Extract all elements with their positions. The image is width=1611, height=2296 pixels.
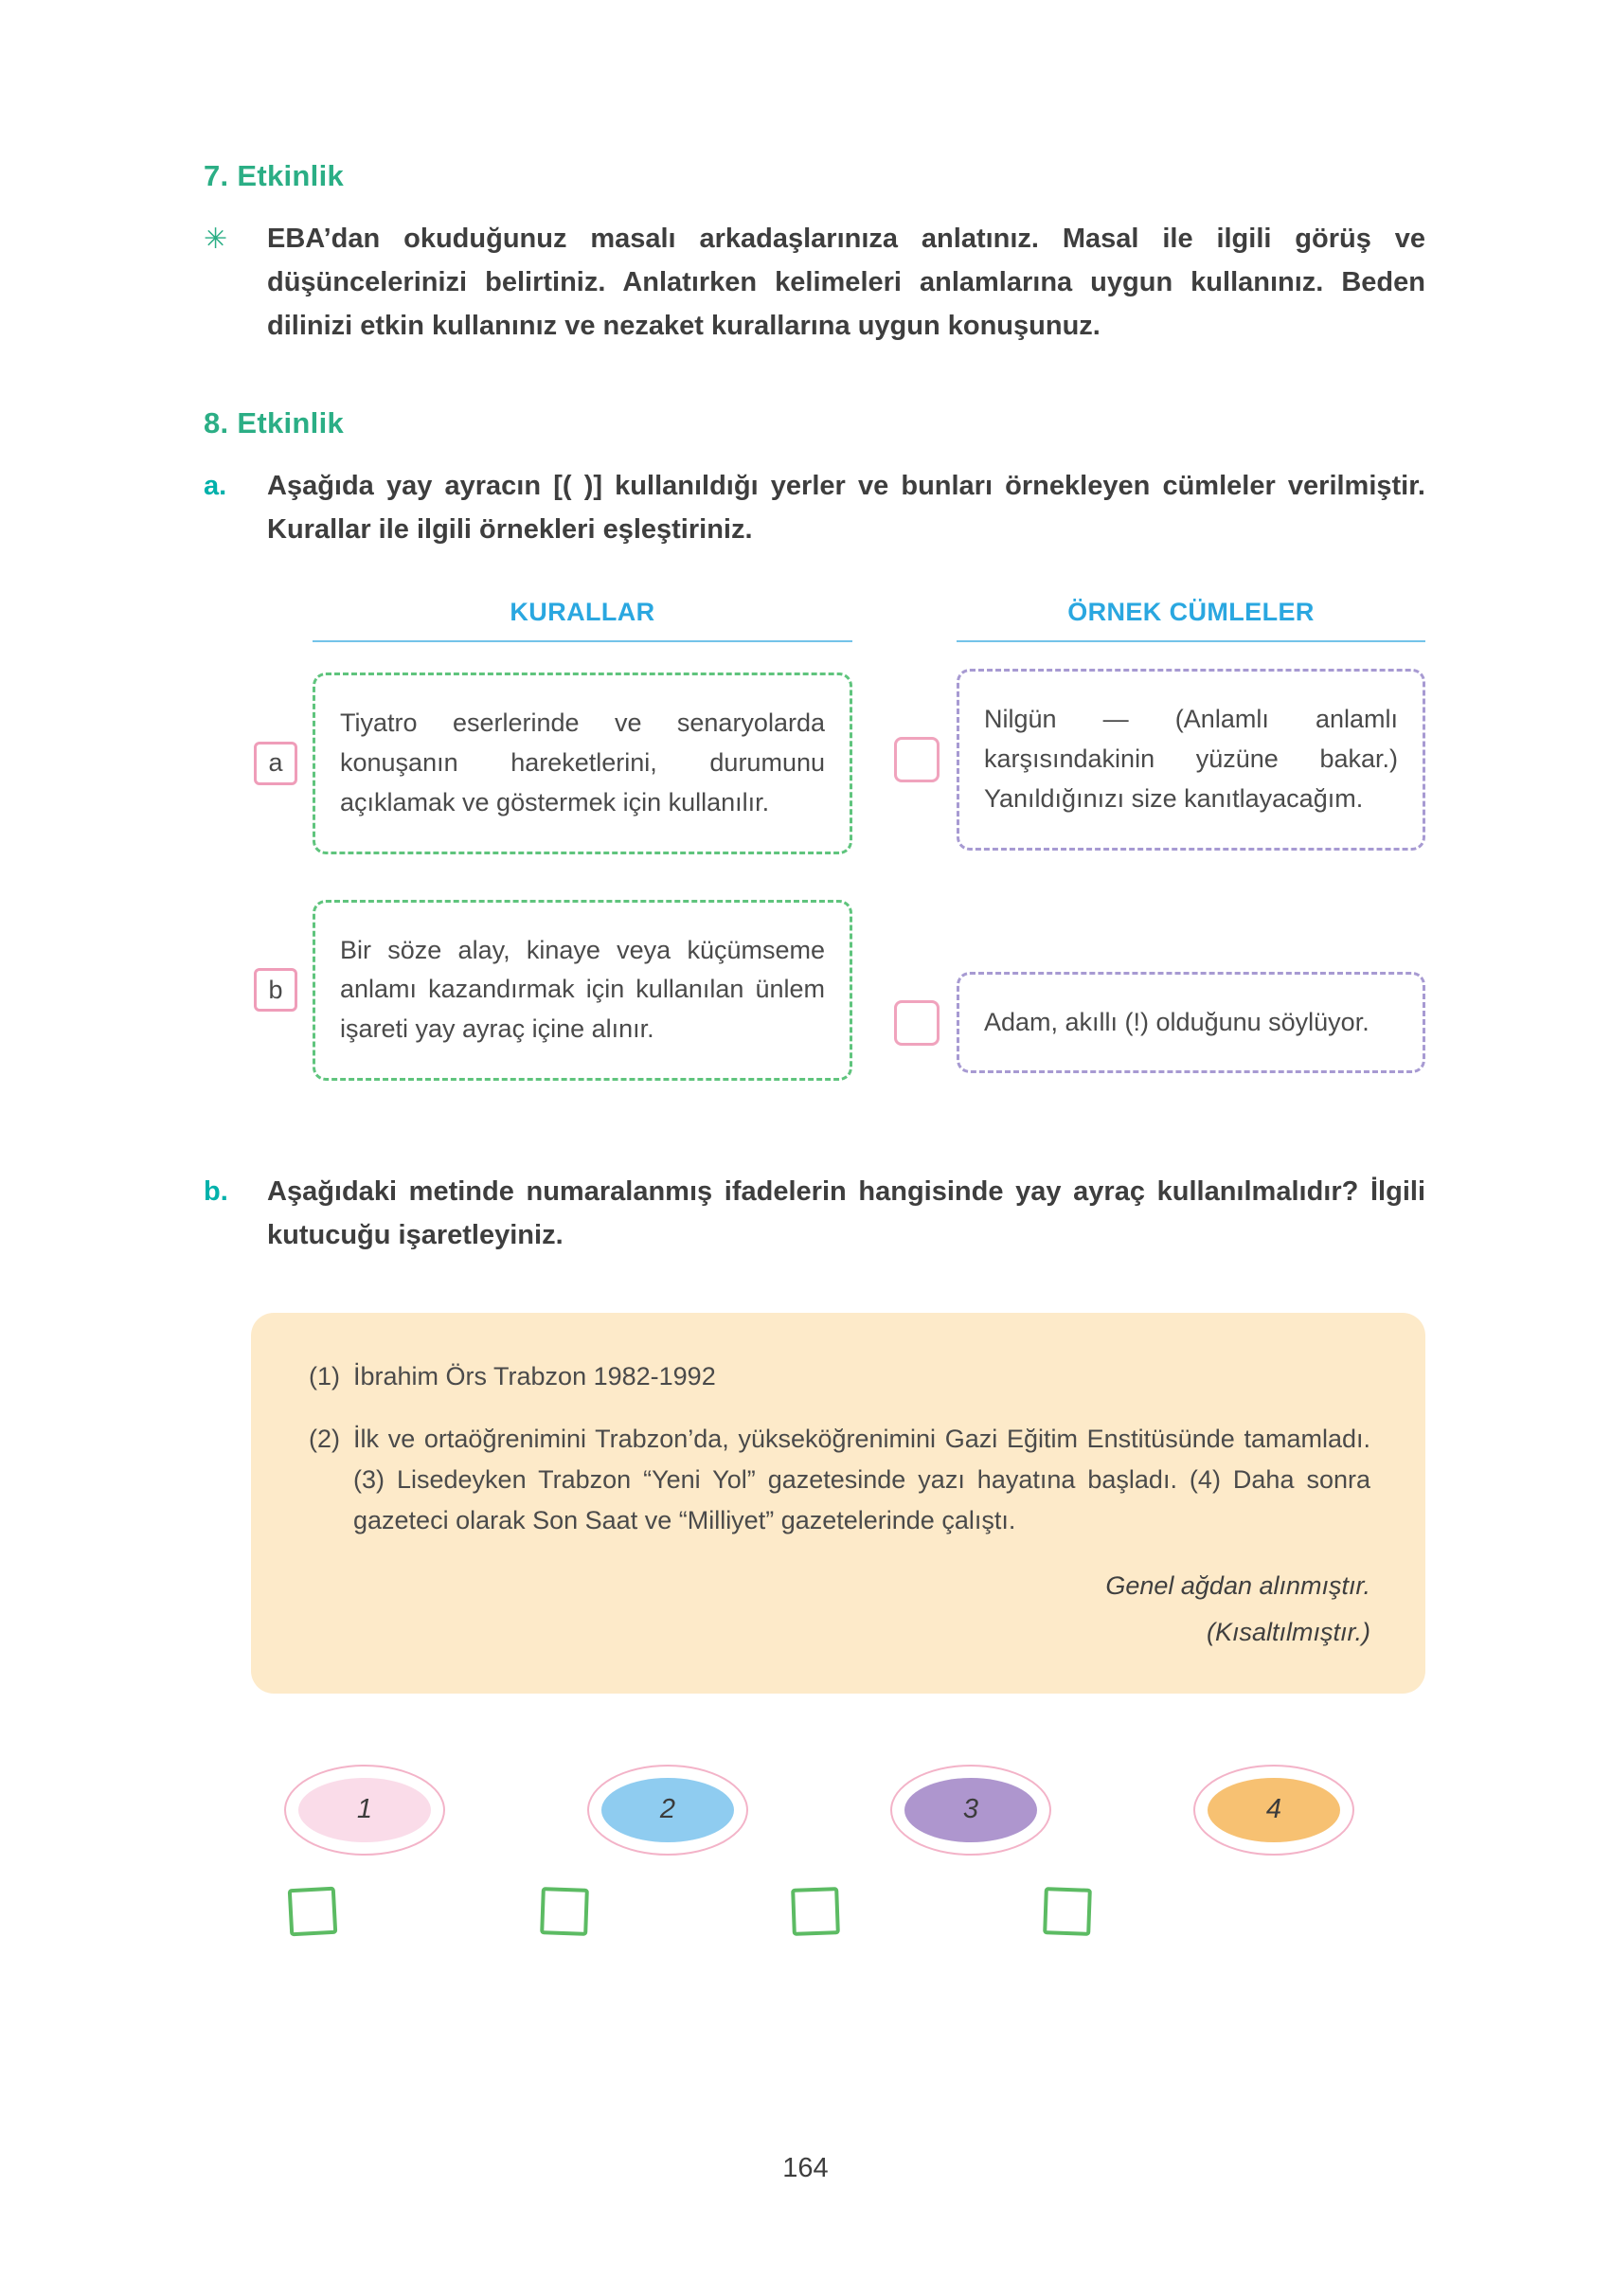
part-b-instruction-row <box>204 1171 1425 1258</box>
example-box-1 <box>957 669 1425 851</box>
matching-area <box>268 598 1425 1081</box>
example-box-2 <box>957 972 1425 1074</box>
page-number: 164 <box>782 2153 829 2183</box>
example-answer-checkbox-2[interactable] <box>894 1000 940 1046</box>
activity-8 <box>204 406 1425 1934</box>
option-checkbox-3[interactable] <box>791 1887 840 1936</box>
part-b-instruction: Aşağıdaki metinde numaralanmış ifadelerin hangisinde yay ayraç kullanılmalıdır? İlgili kutucuğu işaretleyiniz. <box>267 1176 1425 1250</box>
passage-number-2: (2) <box>309 1425 340 1454</box>
option-oval-2 <box>587 1765 748 1856</box>
rule-text-b: Bir söze alay, kinaye veya küçümseme anlamı kazandırmak için kullanılan ünlem işareti yay ayraç içine alınır. <box>340 935 825 1044</box>
example-item-2 <box>957 972 1425 1074</box>
option-checkbox-4[interactable] <box>1043 1887 1092 1936</box>
activity-7-instruction: EBA’dan okuduğunuz masalı arkadaşlarınıza anlatınız. Masal ile ilgili görüş ve düşüncelerinizi belirtiniz. Anlatırken kelimeleri anlamlarına uygun kullanınız. Beden dilinizi etkin kullanınız ve nezaket kurallarına uygun konuşunuz. <box>267 224 1425 341</box>
example-text-1: Nilgün — (Anlamlı anlamlı karşısındakinin yüzüne bakar.) Yanıldığınızı size kanıtlayacağım. <box>984 705 1398 813</box>
option-number-4: 4 <box>1265 1794 1282 1825</box>
page-content <box>204 159 1425 1935</box>
rule-box-a <box>313 673 852 854</box>
rule-text-a: Tiyatro eserlerinde ve senaryolarda konuşanın hareketlerini, durumunu açıklamak ve göstermek için kullanılır. <box>340 709 825 816</box>
rule-label-b: b <box>254 968 297 1012</box>
option-checkboxes <box>289 1888 1091 1935</box>
rule-item-b <box>268 900 852 1082</box>
rule-label-a: a <box>254 742 297 785</box>
passage-abridged-note: (Kısaltılmıştır.) <box>1207 1617 1370 1646</box>
option-checkbox-2[interactable] <box>540 1887 589 1936</box>
part-b-marker: b. <box>204 1176 228 1208</box>
rule-item-a <box>268 673 852 854</box>
example-answer-checkbox-1[interactable] <box>894 737 940 782</box>
rule-box-b <box>313 900 852 1082</box>
passage-text-2: İlk ve ortaöğrenimini Trabzon’da, yükseköğrenimini Gazi Eğitim Enstitüsünde tamamladı. (3) Lisedeyken Trabzon “Yeni Yol” gazetesinde yazı hayatına başladı. (4) Daha sonra gazeteci olarak Son Saat ve “Milliyet” gazetelerinde çalıştı. <box>353 1425 1370 1534</box>
passage-row-1 <box>285 1356 1370 1397</box>
option-oval-1 <box>284 1765 445 1856</box>
option-oval-2-fill <box>601 1778 734 1842</box>
part-a-marker: a. <box>204 471 227 502</box>
activity-7-instruction-row <box>204 218 1425 348</box>
passage-source-line: Genel ağdan alınmıştır. <box>1105 1571 1370 1601</box>
option-number-3: 3 <box>962 1794 979 1825</box>
passage-text-1: İbrahim Örs Trabzon 1982-1992 <box>353 1361 716 1390</box>
option-oval-4 <box>1193 1765 1354 1856</box>
option-oval-3-fill <box>904 1778 1037 1842</box>
option-ovals <box>284 1765 1354 1856</box>
rules-column <box>268 598 852 1081</box>
passage-number-1: (1) <box>309 1361 340 1390</box>
activity-7-title: 7. Etkinlik <box>204 159 345 192</box>
sun-bullet-icon: ✳ <box>204 224 228 255</box>
option-oval-1-fill <box>298 1778 431 1842</box>
passage-row-2 <box>285 1419 1370 1540</box>
reading-passage-panel <box>251 1313 1425 1694</box>
activity-7 <box>204 159 1425 348</box>
option-oval-4-fill <box>1208 1778 1340 1842</box>
example-item-1 <box>957 669 1425 851</box>
example-text-2: Adam, akıllı (!) olduğunu söylüyor. <box>984 1007 1369 1036</box>
activity-8-title: 8. Etkinlik <box>204 406 345 440</box>
examples-column-header: ÖRNEK CÜMLELER <box>957 598 1425 642</box>
rules-column-header: KURALLAR <box>313 598 852 642</box>
part-a-instruction: Aşağıda yay ayracın [( )] kullanıldığı yerler ve bunları örnekleyen cümleler verilmiştir. Kurallar ile ilgili örnekleri eşleştiriniz. <box>267 471 1425 546</box>
option-oval-3 <box>890 1765 1051 1856</box>
option-number-1: 1 <box>356 1794 373 1825</box>
option-checkbox-1[interactable] <box>288 1886 338 1936</box>
part-a-instruction-row <box>204 465 1425 552</box>
option-number-2: 2 <box>659 1794 676 1825</box>
examples-column <box>957 598 1425 1081</box>
